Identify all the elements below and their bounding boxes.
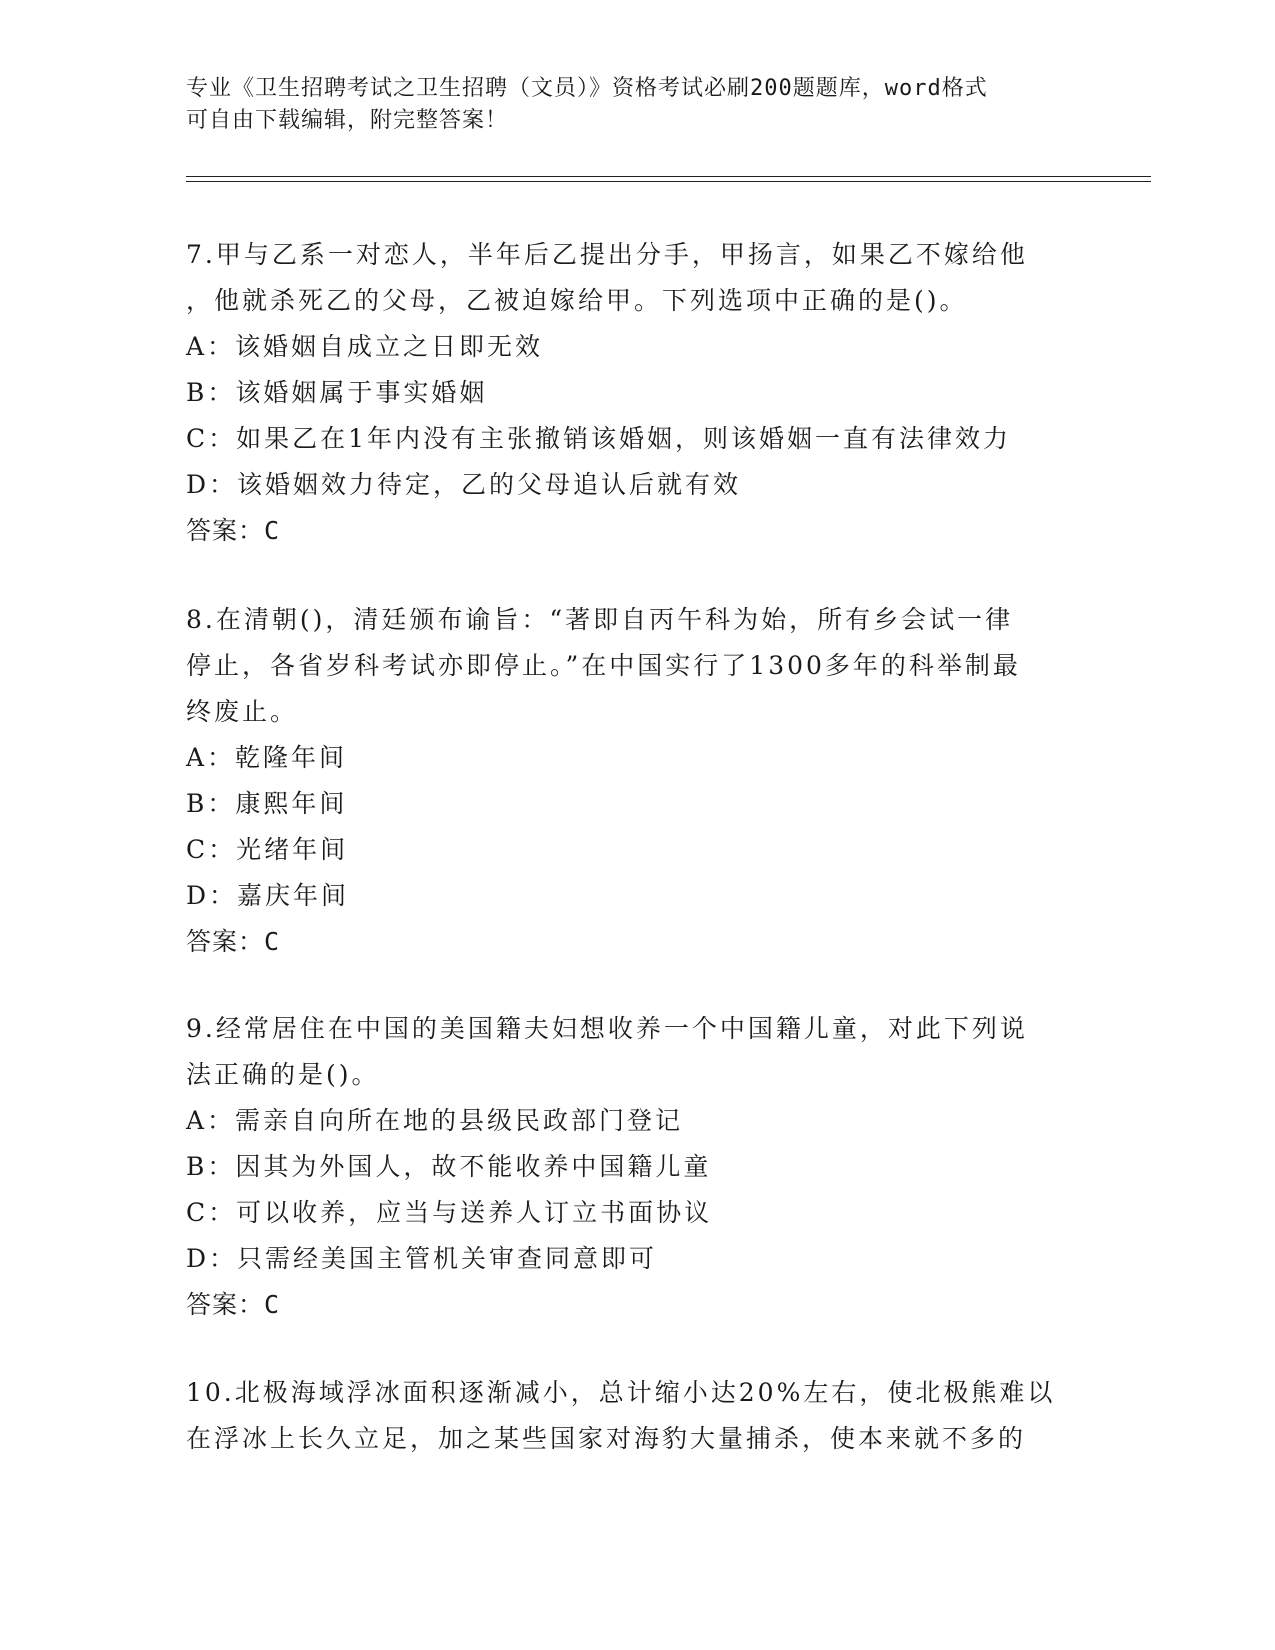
option-d: D：只需经美国主管机关审查同意即可 [186, 1244, 658, 1273]
header-line-1: 专业《卫生招聘考试之卫生招聘（文员）》资格考试必刷200题题库，word格式 [186, 76, 988, 101]
option-d: D：嘉庆年间 [186, 881, 350, 910]
question-9 [186, 1006, 1086, 1328]
question-stem-line: 7.甲与乙系一对恋人，半年后乙提出分手，甲扬言，如果乙不嫁给他 [186, 240, 1028, 269]
option-a: A：需亲自向所在地的县级民政部门登记 [186, 1106, 684, 1135]
question-stem-line: 法正确的是()。 [186, 1060, 380, 1089]
answer-line [186, 919, 1086, 965]
header-rule-bottom [186, 181, 1151, 182]
document-header [186, 73, 1066, 137]
answer-value: C [264, 1290, 281, 1319]
question-stem-line: 8.在清朝()，清廷颁布谕旨：“著即自丙午科为始，所有乡会试一律 [186, 605, 1014, 634]
answer-label: 答案： [186, 516, 265, 545]
option-d: D：该婚姻效力待定，乙的父母追认后就有效 [186, 470, 742, 499]
answer-line [186, 1282, 1086, 1328]
question-7 [186, 232, 1086, 554]
question-stem-line: 9.经常居住在中国的美国籍夫妇想收养一个中国籍儿童，对此下列说 [186, 1014, 1028, 1043]
option-c: C：可以收养，应当与送养人订立书面协议 [186, 1198, 713, 1227]
answer-value: C [264, 927, 281, 956]
option-a: A：该婚姻自成立之日即无效 [186, 332, 544, 361]
option-b: B：该婚姻属于事实婚姻 [186, 378, 488, 407]
option-c: C：如果乙在1年内没有主张撤销该婚姻，则该婚姻一直有法律效力 [186, 424, 1012, 453]
answer-line [186, 508, 1086, 554]
question-stem-line: 在浮冰上长久立足，加之某些国家对海豹大量捕杀，使本来就不多的 [186, 1424, 1027, 1453]
header-rule-top [186, 176, 1151, 177]
answer-label: 答案： [186, 1290, 265, 1319]
option-b: B：因其为外国人，故不能收养中国籍儿童 [186, 1152, 712, 1181]
header-line-2: 可自由下载编辑，附完整答案！ [186, 108, 509, 133]
option-c: C：光绪年间 [186, 835, 349, 864]
answer-value: C [264, 516, 281, 545]
option-b: B：康熙年间 [186, 789, 348, 818]
question-stem-line: 停止，各省岁科考试亦即停止。”在中国实行了1300多年的科举制最 [186, 651, 1021, 680]
answer-label: 答案： [186, 927, 265, 956]
question-stem-line: 10.北极海域浮冰面积逐渐减小，总计缩小达20%左右，使北极熊难以 [186, 1378, 1056, 1407]
option-a: A：乾隆年间 [186, 743, 348, 772]
question-8 [186, 597, 1086, 965]
question-10 [186, 1370, 1086, 1462]
question-stem-line: ，他就杀死乙的父母，乙被迫嫁给甲。下列选项中正确的是()。 [186, 286, 968, 315]
question-stem-line: 终废止。 [186, 697, 299, 726]
